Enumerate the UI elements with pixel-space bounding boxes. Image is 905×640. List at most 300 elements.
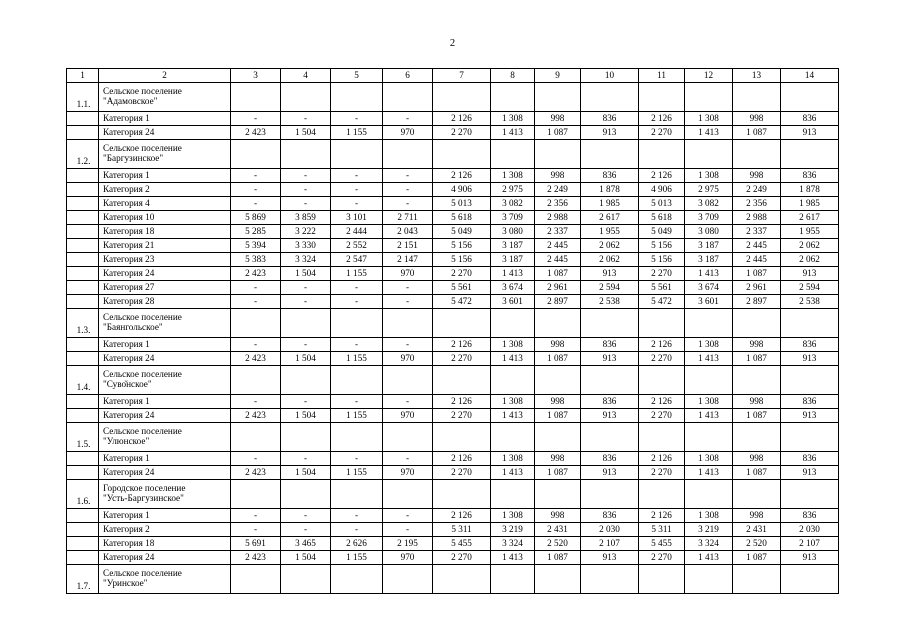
empty-cell bbox=[67, 537, 99, 551]
empty-cell bbox=[639, 309, 685, 338]
section-name bbox=[99, 565, 231, 594]
empty-cell bbox=[281, 480, 331, 509]
table-row bbox=[67, 183, 839, 197]
value-cell: 2 626 bbox=[331, 537, 383, 551]
value-cell: 1 087 bbox=[535, 126, 581, 140]
value-cell: 2 961 bbox=[733, 281, 781, 295]
value-cell: 913 bbox=[581, 409, 639, 423]
value-cell: 2 107 bbox=[581, 537, 639, 551]
table-row bbox=[67, 126, 839, 140]
value-cell: 3 601 bbox=[685, 295, 733, 309]
column-header: 7 bbox=[433, 69, 491, 83]
value-cell: 913 bbox=[581, 466, 639, 480]
value-cell: 5 561 bbox=[433, 281, 491, 295]
value-cell: 1 413 bbox=[685, 466, 733, 480]
value-cell: 1 087 bbox=[535, 551, 581, 565]
value-cell: 1 413 bbox=[491, 409, 535, 423]
empty-cell bbox=[67, 466, 99, 480]
value-cell: 5 472 bbox=[433, 295, 491, 309]
table-row bbox=[67, 509, 839, 523]
empty-cell bbox=[733, 366, 781, 395]
value-cell: 998 bbox=[535, 452, 581, 466]
category-name: Категория 2 bbox=[99, 183, 231, 197]
value-cell: 1 155 bbox=[331, 466, 383, 480]
value-cell: 5 618 bbox=[433, 211, 491, 225]
value-cell: 5 156 bbox=[639, 253, 685, 267]
empty-cell bbox=[535, 309, 581, 338]
value-cell: 2 356 bbox=[535, 197, 581, 211]
value-cell: 2 249 bbox=[535, 183, 581, 197]
value-cell: 1 308 bbox=[685, 509, 733, 523]
value-cell: 998 bbox=[535, 509, 581, 523]
value-cell: - bbox=[281, 395, 331, 409]
value-cell: 2 126 bbox=[433, 452, 491, 466]
value-cell: 2 126 bbox=[639, 112, 685, 126]
value-cell: 1 504 bbox=[281, 551, 331, 565]
value-cell: 1 308 bbox=[685, 338, 733, 352]
section-name-line2: "Баргузинское" bbox=[103, 153, 164, 163]
value-cell: 836 bbox=[781, 169, 839, 183]
value-cell: 1 087 bbox=[535, 352, 581, 366]
value-cell: 1 878 bbox=[781, 183, 839, 197]
table-row bbox=[67, 409, 839, 423]
empty-cell bbox=[781, 366, 839, 395]
empty-cell bbox=[331, 309, 383, 338]
value-cell: - bbox=[383, 112, 433, 126]
category-name: Категория 23 bbox=[99, 253, 231, 267]
value-cell: 1 308 bbox=[685, 395, 733, 409]
value-cell: - bbox=[331, 509, 383, 523]
value-cell: 5 156 bbox=[433, 253, 491, 267]
category-name: Категория 18 bbox=[99, 225, 231, 239]
column-header: 11 bbox=[639, 69, 685, 83]
value-cell: 5 049 bbox=[639, 225, 685, 239]
empty-cell bbox=[733, 480, 781, 509]
tariff-table bbox=[66, 68, 839, 594]
empty-cell bbox=[281, 309, 331, 338]
section-name-line2: "Баянгольское" bbox=[103, 322, 163, 332]
section-row bbox=[67, 83, 839, 112]
empty-cell bbox=[781, 83, 839, 112]
empty-cell bbox=[491, 309, 535, 338]
value-cell: 1 413 bbox=[491, 466, 535, 480]
section-name-line1: Сельское поселение bbox=[103, 568, 182, 579]
column-header: 2 bbox=[99, 69, 231, 83]
value-cell: 970 bbox=[383, 551, 433, 565]
empty-cell bbox=[685, 83, 733, 112]
value-cell: 5 691 bbox=[231, 537, 281, 551]
value-cell: - bbox=[281, 183, 331, 197]
value-cell: 2 961 bbox=[535, 281, 581, 295]
value-cell: - bbox=[331, 169, 383, 183]
value-cell: - bbox=[331, 395, 383, 409]
category-name: Категория 28 bbox=[99, 295, 231, 309]
value-cell: - bbox=[383, 281, 433, 295]
empty-cell bbox=[383, 480, 433, 509]
empty-cell bbox=[67, 225, 99, 239]
value-cell: 3 082 bbox=[491, 197, 535, 211]
value-cell: 3 219 bbox=[491, 523, 535, 537]
value-cell: 2 126 bbox=[639, 338, 685, 352]
section-name bbox=[99, 366, 231, 395]
value-cell: 2 337 bbox=[535, 225, 581, 239]
empty-cell bbox=[67, 126, 99, 140]
value-cell: 2 147 bbox=[383, 253, 433, 267]
empty-cell bbox=[639, 480, 685, 509]
empty-cell bbox=[581, 309, 639, 338]
column-header: 9 bbox=[535, 69, 581, 83]
value-cell: 836 bbox=[781, 395, 839, 409]
value-cell: 2 423 bbox=[231, 126, 281, 140]
empty-cell bbox=[535, 366, 581, 395]
section-name-line2: "Суво̆нское" bbox=[103, 379, 152, 389]
value-cell: - bbox=[331, 295, 383, 309]
value-cell: 2 270 bbox=[433, 551, 491, 565]
value-cell: 913 bbox=[781, 466, 839, 480]
value-cell: 2 270 bbox=[433, 466, 491, 480]
empty-cell bbox=[67, 523, 99, 537]
empty-cell bbox=[433, 83, 491, 112]
value-cell: 3 187 bbox=[685, 239, 733, 253]
value-cell: 5 013 bbox=[433, 197, 491, 211]
empty-cell bbox=[733, 140, 781, 169]
value-cell: - bbox=[383, 295, 433, 309]
value-cell: 998 bbox=[733, 169, 781, 183]
category-name: Категория 24 bbox=[99, 551, 231, 565]
value-cell: 1 308 bbox=[491, 112, 535, 126]
value-cell: 2 988 bbox=[535, 211, 581, 225]
empty-cell bbox=[733, 83, 781, 112]
value-cell: 1 087 bbox=[733, 466, 781, 480]
column-header: 1 bbox=[67, 69, 99, 83]
empty-cell bbox=[433, 366, 491, 395]
empty-cell bbox=[491, 83, 535, 112]
category-name: Категория 21 bbox=[99, 239, 231, 253]
value-cell: 1 413 bbox=[685, 551, 733, 565]
value-cell: 2 356 bbox=[733, 197, 781, 211]
value-cell: 836 bbox=[581, 452, 639, 466]
value-cell: - bbox=[281, 112, 331, 126]
value-cell: - bbox=[383, 509, 433, 523]
table-row bbox=[67, 338, 839, 352]
empty-cell bbox=[281, 140, 331, 169]
empty-cell bbox=[433, 309, 491, 338]
table-row bbox=[67, 352, 839, 366]
section-number: 1.7. bbox=[67, 565, 99, 594]
column-header: 6 bbox=[383, 69, 433, 83]
value-cell: 3 330 bbox=[281, 239, 331, 253]
empty-cell bbox=[383, 83, 433, 112]
value-cell: 2 126 bbox=[433, 338, 491, 352]
empty-cell bbox=[281, 565, 331, 594]
value-cell: 2 897 bbox=[733, 295, 781, 309]
value-cell: - bbox=[281, 169, 331, 183]
value-cell: - bbox=[231, 112, 281, 126]
section-row bbox=[67, 366, 839, 395]
value-cell: - bbox=[231, 281, 281, 295]
category-name: Категория 1 bbox=[99, 509, 231, 523]
value-cell: 1 413 bbox=[491, 352, 535, 366]
value-cell: 5 049 bbox=[433, 225, 491, 239]
value-cell: 913 bbox=[781, 409, 839, 423]
category-name: Категория 24 bbox=[99, 126, 231, 140]
empty-cell bbox=[383, 423, 433, 452]
empty-cell bbox=[639, 366, 685, 395]
value-cell: 3 101 bbox=[331, 211, 383, 225]
section-name-line2: "Улюнское" bbox=[103, 436, 150, 446]
value-cell: - bbox=[331, 281, 383, 295]
value-cell: 998 bbox=[733, 395, 781, 409]
value-cell: 836 bbox=[581, 509, 639, 523]
value-cell: 998 bbox=[733, 338, 781, 352]
empty-cell bbox=[231, 140, 281, 169]
value-cell: 2 617 bbox=[781, 211, 839, 225]
value-cell: 836 bbox=[581, 169, 639, 183]
section-number: 1.5. bbox=[67, 423, 99, 452]
value-cell: 3 324 bbox=[491, 537, 535, 551]
empty-cell bbox=[535, 423, 581, 452]
empty-cell bbox=[781, 140, 839, 169]
value-cell: 1 504 bbox=[281, 352, 331, 366]
value-cell: 5 156 bbox=[433, 239, 491, 253]
value-cell: 1 413 bbox=[491, 126, 535, 140]
empty-cell bbox=[491, 366, 535, 395]
value-cell: 2 249 bbox=[733, 183, 781, 197]
value-cell: 1 155 bbox=[331, 352, 383, 366]
table-row bbox=[67, 197, 839, 211]
value-cell: 2 445 bbox=[733, 239, 781, 253]
empty-cell bbox=[433, 423, 491, 452]
empty-cell bbox=[67, 183, 99, 197]
value-cell: 5 013 bbox=[639, 197, 685, 211]
section-number: 1.2. bbox=[67, 140, 99, 169]
value-cell: 970 bbox=[383, 126, 433, 140]
value-cell: 3 080 bbox=[491, 225, 535, 239]
value-cell: 3 674 bbox=[491, 281, 535, 295]
category-name: Категория 1 bbox=[99, 452, 231, 466]
category-name: Категория 24 bbox=[99, 352, 231, 366]
value-cell: 836 bbox=[581, 338, 639, 352]
value-cell: 5 383 bbox=[231, 253, 281, 267]
value-cell: 2 270 bbox=[639, 551, 685, 565]
value-cell: 2 062 bbox=[581, 239, 639, 253]
empty-cell bbox=[231, 480, 281, 509]
value-cell: 5 285 bbox=[231, 225, 281, 239]
empty-cell bbox=[67, 551, 99, 565]
value-cell: - bbox=[281, 295, 331, 309]
value-cell: 2 030 bbox=[581, 523, 639, 537]
section-name-line1: Сельское поселение bbox=[103, 369, 182, 380]
value-cell: 2 423 bbox=[231, 409, 281, 423]
value-cell: 998 bbox=[535, 112, 581, 126]
value-cell: 2 126 bbox=[639, 169, 685, 183]
column-header: 10 bbox=[581, 69, 639, 83]
empty-cell bbox=[67, 395, 99, 409]
section-number: 1.6. bbox=[67, 480, 99, 509]
section-name-line2: "Усть-Баргузинское" bbox=[103, 493, 184, 503]
table-row bbox=[67, 523, 839, 537]
empty-cell bbox=[581, 140, 639, 169]
value-cell: 2 270 bbox=[433, 352, 491, 366]
value-cell: 1 413 bbox=[685, 126, 733, 140]
empty-cell bbox=[67, 409, 99, 423]
value-cell: - bbox=[331, 523, 383, 537]
value-cell: 2 538 bbox=[781, 295, 839, 309]
value-cell: 836 bbox=[781, 452, 839, 466]
value-cell: 3 324 bbox=[685, 537, 733, 551]
value-cell: 2 030 bbox=[781, 523, 839, 537]
empty-cell bbox=[67, 281, 99, 295]
value-cell: - bbox=[231, 295, 281, 309]
value-cell: 3 859 bbox=[281, 211, 331, 225]
value-cell: 2 126 bbox=[639, 509, 685, 523]
value-cell: 3 324 bbox=[281, 253, 331, 267]
empty-cell bbox=[581, 83, 639, 112]
value-cell: 2 594 bbox=[581, 281, 639, 295]
section-name-line1: Сельское поселение bbox=[103, 143, 182, 154]
value-cell: 970 bbox=[383, 267, 433, 281]
empty-cell bbox=[331, 140, 383, 169]
column-header: 8 bbox=[491, 69, 535, 83]
value-cell: 2 711 bbox=[383, 211, 433, 225]
table-row bbox=[67, 295, 839, 309]
empty-cell bbox=[67, 452, 99, 466]
value-cell: 2 270 bbox=[639, 409, 685, 423]
empty-cell bbox=[733, 309, 781, 338]
value-cell: - bbox=[231, 395, 281, 409]
value-cell: 2 445 bbox=[535, 253, 581, 267]
empty-cell bbox=[67, 267, 99, 281]
value-cell: 913 bbox=[781, 126, 839, 140]
value-cell: 1 504 bbox=[281, 126, 331, 140]
value-cell: - bbox=[231, 169, 281, 183]
empty-cell bbox=[535, 565, 581, 594]
category-name: Категория 18 bbox=[99, 537, 231, 551]
value-cell: 4 906 bbox=[433, 183, 491, 197]
value-cell: 1 087 bbox=[535, 466, 581, 480]
empty-cell bbox=[231, 565, 281, 594]
section-name-line2: "Уринское" bbox=[103, 578, 148, 588]
value-cell: 2 975 bbox=[491, 183, 535, 197]
empty-cell bbox=[331, 480, 383, 509]
empty-cell bbox=[67, 253, 99, 267]
value-cell: 2 062 bbox=[781, 239, 839, 253]
value-cell: 1 308 bbox=[685, 112, 733, 126]
category-name: Категория 24 bbox=[99, 409, 231, 423]
empty-cell bbox=[433, 565, 491, 594]
empty-cell bbox=[639, 140, 685, 169]
value-cell: 1 413 bbox=[685, 352, 733, 366]
table-row bbox=[67, 239, 839, 253]
section-number: 1.3. bbox=[67, 309, 99, 338]
value-cell: 1 087 bbox=[733, 352, 781, 366]
value-cell: 5 394 bbox=[231, 239, 281, 253]
category-name: Категория 1 bbox=[99, 338, 231, 352]
empty-cell bbox=[67, 338, 99, 352]
value-cell: 970 bbox=[383, 409, 433, 423]
value-cell: 4 906 bbox=[639, 183, 685, 197]
empty-cell bbox=[639, 423, 685, 452]
value-cell: 1 413 bbox=[685, 409, 733, 423]
column-header: 5 bbox=[331, 69, 383, 83]
table-row bbox=[67, 466, 839, 480]
value-cell: 970 bbox=[383, 352, 433, 366]
value-cell: 2 195 bbox=[383, 537, 433, 551]
column-header: 12 bbox=[685, 69, 733, 83]
value-cell: 5 472 bbox=[639, 295, 685, 309]
empty-cell bbox=[67, 509, 99, 523]
category-name: Категория 1 bbox=[99, 112, 231, 126]
category-name: Категория 2 bbox=[99, 523, 231, 537]
empty-cell bbox=[281, 83, 331, 112]
value-cell: 1 155 bbox=[331, 126, 383, 140]
section-name bbox=[99, 480, 231, 509]
empty-cell bbox=[383, 366, 433, 395]
section-name-line1: Сельское поселение bbox=[103, 312, 182, 323]
empty-cell bbox=[433, 140, 491, 169]
empty-cell bbox=[581, 423, 639, 452]
section-number: 1.4. bbox=[67, 366, 99, 395]
value-cell: 5 455 bbox=[639, 537, 685, 551]
value-cell: 1 308 bbox=[491, 338, 535, 352]
value-cell: 913 bbox=[581, 352, 639, 366]
value-cell: 5 455 bbox=[433, 537, 491, 551]
category-name: Категория 24 bbox=[99, 466, 231, 480]
section-row bbox=[67, 480, 839, 509]
value-cell: 3 187 bbox=[491, 253, 535, 267]
value-cell: 2 270 bbox=[639, 466, 685, 480]
empty-cell bbox=[535, 480, 581, 509]
table-row bbox=[67, 281, 839, 295]
category-name: Категория 24 bbox=[99, 267, 231, 281]
empty-cell bbox=[433, 480, 491, 509]
value-cell: 913 bbox=[781, 352, 839, 366]
value-cell: 2 617 bbox=[581, 211, 639, 225]
value-cell: 2 126 bbox=[639, 452, 685, 466]
category-name: Категория 1 bbox=[99, 169, 231, 183]
value-cell: 1 955 bbox=[781, 225, 839, 239]
empty-cell bbox=[67, 197, 99, 211]
value-cell: 3 082 bbox=[685, 197, 733, 211]
value-cell: 2 270 bbox=[639, 352, 685, 366]
value-cell: 3 674 bbox=[685, 281, 733, 295]
value-cell: - bbox=[383, 183, 433, 197]
empty-cell bbox=[639, 83, 685, 112]
value-cell: 2 444 bbox=[331, 225, 383, 239]
empty-cell bbox=[685, 423, 733, 452]
empty-cell bbox=[639, 565, 685, 594]
value-cell: - bbox=[383, 523, 433, 537]
empty-cell bbox=[581, 366, 639, 395]
value-cell: 2 107 bbox=[781, 537, 839, 551]
value-cell: - bbox=[231, 338, 281, 352]
empty-cell bbox=[281, 366, 331, 395]
value-cell: 998 bbox=[733, 112, 781, 126]
value-cell: 998 bbox=[733, 452, 781, 466]
column-header: 3 bbox=[231, 69, 281, 83]
column-header: 14 bbox=[781, 69, 839, 83]
value-cell: 913 bbox=[581, 551, 639, 565]
value-cell: 2 431 bbox=[733, 523, 781, 537]
column-header: 13 bbox=[733, 69, 781, 83]
table-body bbox=[67, 69, 839, 594]
empty-cell bbox=[67, 112, 99, 126]
value-cell: 1 087 bbox=[535, 409, 581, 423]
value-cell: 998 bbox=[535, 338, 581, 352]
value-cell: 5 156 bbox=[639, 239, 685, 253]
value-cell: 2 423 bbox=[231, 466, 281, 480]
empty-cell bbox=[733, 565, 781, 594]
